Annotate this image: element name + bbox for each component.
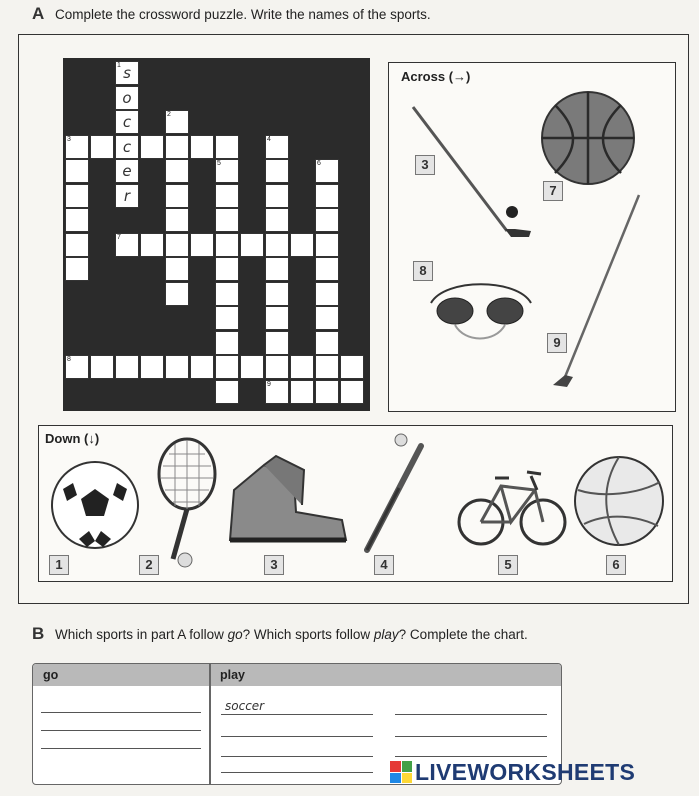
play-answer-line[interactable]	[395, 756, 547, 757]
liveworksheets-logo-icon	[390, 761, 412, 783]
baseball-bat-icon	[355, 432, 435, 562]
crossword-cell[interactable]	[65, 184, 89, 208]
down-number-tag: 5	[498, 555, 518, 575]
crossword-cell[interactable]	[290, 233, 314, 257]
down-number-tag: 2	[139, 555, 159, 575]
crossword-cell[interactable]	[115, 233, 139, 257]
crossword-cell[interactable]	[115, 110, 139, 134]
crossword-cell[interactable]	[165, 257, 189, 281]
play-answer-line[interactable]	[395, 714, 547, 715]
swimming-goggles-icon	[425, 273, 537, 353]
play-answer-soccer: soccer	[225, 699, 265, 713]
crossword-cell[interactable]	[290, 355, 314, 379]
crossword-cell[interactable]	[165, 282, 189, 306]
crossword-cell[interactable]	[115, 61, 139, 85]
crossword-cell[interactable]	[265, 355, 289, 379]
section-a-letter: A	[32, 4, 45, 23]
crossword-cell[interactable]	[315, 380, 339, 404]
crossword-cell[interactable]	[115, 86, 139, 110]
chart-divider	[209, 664, 211, 784]
down-number-tag: 1	[49, 555, 69, 575]
crossword-cell[interactable]	[265, 331, 289, 355]
across-clues-box	[388, 62, 676, 412]
crossword-clue-number: 2	[167, 111, 171, 118]
down-title: Down (↓)	[45, 431, 100, 446]
crossword-cell[interactable]	[165, 110, 189, 134]
crossword-clue-number: 3	[67, 135, 71, 143]
section-a-instruction: Complete the crossword puzzle. Write the names of the sports.	[55, 7, 431, 22]
crossword-cell[interactable]	[165, 135, 189, 159]
crossword-cell[interactable]	[315, 355, 339, 379]
crossword-cell[interactable]	[65, 257, 89, 281]
crossword-cell[interactable]	[315, 306, 339, 330]
crossword-cell[interactable]	[140, 355, 164, 379]
liveworksheets-logo	[390, 758, 635, 786]
crossword-cell[interactable]	[315, 184, 339, 208]
soccer-ball-icon	[49, 459, 141, 551]
crossword-clue-number: 4	[267, 135, 271, 143]
crossword-cell[interactable]	[265, 233, 289, 257]
crossword-cell[interactable]	[65, 208, 89, 232]
down-number-tag: 3	[264, 555, 284, 575]
crossword-cell[interactable]	[315, 282, 339, 306]
crossword-cell[interactable]	[315, 257, 339, 281]
crossword-cell[interactable]	[65, 233, 89, 257]
crossword-cell[interactable]	[215, 282, 239, 306]
liveworksheets-text: LIVEWORKSHEETS	[415, 758, 636, 785]
section-b-letter: B	[32, 624, 45, 643]
across-number-tag: 8	[413, 261, 433, 281]
crossword-cell[interactable]	[65, 135, 89, 159]
crossword-cell[interactable]	[115, 135, 139, 159]
crossword-letter: r	[123, 186, 131, 205]
play-answer-line[interactable]	[395, 736, 547, 737]
hiking-boots-icon	[224, 450, 352, 550]
crossword-cell[interactable]	[90, 135, 114, 159]
across-number-tag: 9	[547, 333, 567, 353]
crossword-cell[interactable]	[340, 380, 364, 404]
crossword-cell[interactable]	[165, 208, 189, 232]
crossword-cell[interactable]	[215, 331, 239, 355]
crossword-cell[interactable]	[315, 159, 339, 183]
crossword-letter: c	[122, 113, 132, 131]
golf-club-icon	[547, 191, 647, 391]
across-number-tag: 3	[415, 155, 435, 175]
crossword-letter: c	[122, 137, 132, 156]
crossword-cell[interactable]	[215, 257, 239, 281]
crossword-clue-number: 8	[67, 356, 71, 363]
bicycle-icon	[457, 450, 567, 550]
play-answer-line[interactable]	[221, 714, 373, 715]
crossword-cell[interactable]	[265, 208, 289, 232]
crossword-clue-number: 6	[317, 160, 321, 167]
crossword-cell[interactable]	[265, 282, 289, 306]
crossword-cell[interactable]	[115, 355, 139, 379]
play-answer-line[interactable]	[221, 756, 373, 757]
go-answer-line[interactable]	[41, 748, 201, 749]
crossword-cell[interactable]	[215, 135, 239, 159]
play-answer-line[interactable]	[221, 772, 373, 773]
crossword-cell[interactable]	[115, 159, 139, 183]
crossword-cell[interactable]	[190, 233, 214, 257]
crossword-cell[interactable]	[140, 233, 164, 257]
crossword-cell[interactable]	[215, 233, 239, 257]
crossword-cell[interactable]	[215, 184, 239, 208]
crossword-cell[interactable]	[315, 208, 339, 232]
chart-header-go: go	[33, 664, 210, 686]
crossword-cell[interactable]	[290, 380, 314, 404]
crossword-cell[interactable]	[215, 159, 239, 183]
crossword-cell[interactable]	[165, 355, 189, 379]
crossword-cell[interactable]	[265, 380, 289, 404]
crossword-letter: o	[122, 88, 132, 107]
crossword-cell[interactable]	[165, 159, 189, 183]
go-answer-line[interactable]	[41, 712, 201, 713]
crossword-cell[interactable]	[215, 208, 239, 232]
crossword-cell[interactable]	[190, 355, 214, 379]
down-number-tag: 4	[374, 555, 394, 575]
crossword-clue-number: 5	[217, 160, 221, 167]
volleyball-icon	[572, 454, 667, 549]
basketball-icon	[539, 89, 637, 187]
down-number-tag: 6	[606, 555, 626, 575]
crossword-cell[interactable]	[240, 355, 264, 379]
crossword-grid	[63, 58, 370, 411]
crossword-cell[interactable]	[265, 184, 289, 208]
tennis-racket-icon	[151, 434, 221, 569]
crossword-cell[interactable]	[215, 380, 239, 404]
crossword-cell[interactable]	[65, 355, 89, 379]
section-b-instruction: Which sports in part A follow go? Which sports follow play? Complete the chart.	[55, 627, 528, 642]
crossword-cell[interactable]	[340, 355, 364, 379]
crossword-cell[interactable]	[265, 159, 289, 183]
play-answer-line[interactable]	[221, 736, 373, 737]
crossword-cell[interactable]	[90, 355, 114, 379]
crossword-letter: s	[123, 64, 131, 82]
hockey-stick-icon	[407, 103, 537, 253]
go-answer-line[interactable]	[41, 730, 201, 731]
crossword-letter: e	[122, 162, 132, 180]
across-number-tag: 7	[543, 181, 563, 201]
crossword-cell[interactable]	[315, 331, 339, 355]
crossword-cell[interactable]	[215, 306, 239, 330]
crossword-cell[interactable]	[315, 233, 339, 257]
down-clues-box	[38, 425, 673, 582]
crossword-cell[interactable]	[190, 135, 214, 159]
chart-header-play: play	[210, 664, 562, 686]
crossword-cell[interactable]	[240, 233, 264, 257]
crossword-cell[interactable]	[265, 306, 289, 330]
crossword-cell[interactable]	[165, 184, 189, 208]
crossword-cell[interactable]	[65, 159, 89, 183]
crossword-clue-number: 7	[117, 233, 121, 241]
crossword-clue-number: 9	[267, 380, 271, 388]
crossword-clue-number: 1	[117, 62, 121, 69]
crossword-cell[interactable]	[165, 233, 189, 257]
crossword-cell[interactable]	[265, 135, 289, 159]
crossword-cell[interactable]	[140, 135, 164, 159]
crossword-cell[interactable]	[265, 257, 289, 281]
across-title: Across (→)	[401, 69, 471, 84]
crossword-cell[interactable]	[115, 184, 139, 208]
crossword-cell[interactable]	[215, 355, 239, 379]
